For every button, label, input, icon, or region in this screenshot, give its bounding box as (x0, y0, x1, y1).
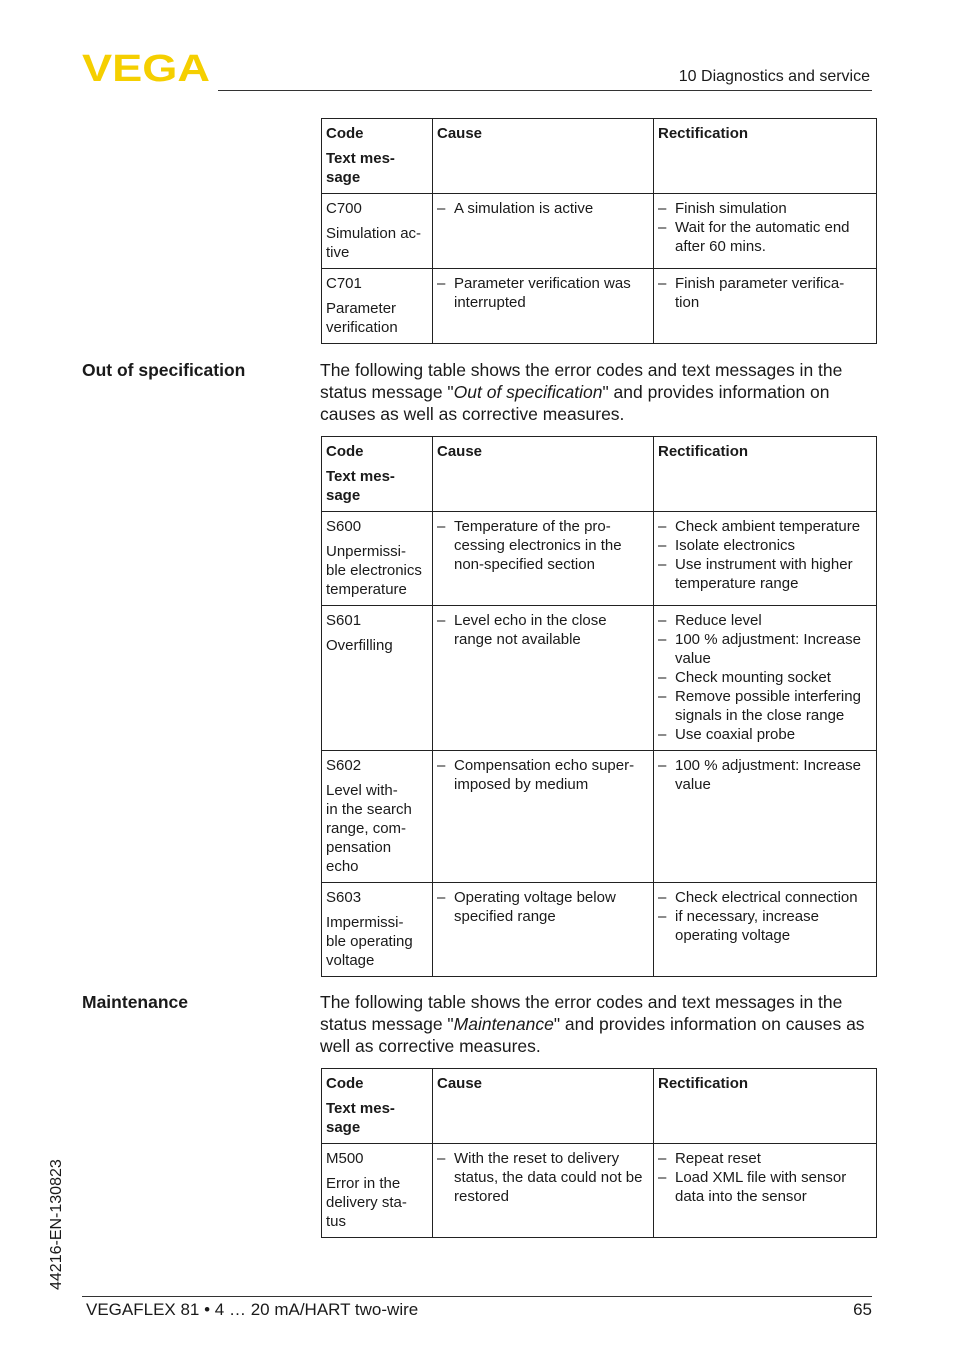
table-row (322, 751, 877, 883)
cause-list (437, 888, 649, 926)
cause-item: – Operating voltage below specified range (437, 888, 649, 926)
table-row (322, 1144, 877, 1238)
cause-list (437, 1149, 649, 1206)
code-cell (322, 269, 433, 344)
diagnostics-table-continuation (321, 118, 877, 344)
intro-text: The following table shows the error codes and text messages in the status message " (320, 360, 843, 402)
cause-item: – Level echo in the close range not available (437, 611, 649, 649)
code-cell (322, 194, 433, 269)
code-cell (322, 751, 433, 883)
header-code: Code (326, 125, 364, 142)
cause-list (437, 199, 649, 218)
rectification-list (658, 1149, 872, 1206)
header-cause: Cause (433, 119, 654, 194)
cause-item: – A simulation is active (437, 199, 649, 218)
cause-cell (433, 269, 654, 344)
rectification-cell (654, 1144, 877, 1238)
rectification-list (658, 199, 872, 256)
cause-cell (433, 1144, 654, 1238)
code-cell (322, 883, 433, 977)
rectification-item: – Wait for the automatic end after 60 mins. (658, 218, 872, 256)
code-cell (322, 512, 433, 606)
rectification-item: – Use coaxial probe (658, 725, 872, 744)
cause-item: – Parameter verification was interrupted (437, 274, 649, 312)
rectification-item: – 100 % adjustment: Increase value (658, 630, 872, 668)
error-code: C700 (326, 200, 362, 217)
rectification-item: – Finish simulation (658, 199, 872, 218)
logo-wordmark: VEGA (82, 50, 210, 84)
table-row (322, 512, 877, 606)
table-header-row (322, 1069, 877, 1144)
intro-status-name: Maintenance (453, 1014, 554, 1034)
cause-item: – With the reset to delivery status, the data could not be restored (437, 1149, 649, 1206)
vega-logo (82, 50, 212, 84)
text-message: Impermissi- ble operating voltage (326, 914, 413, 969)
cause-cell (433, 883, 654, 977)
table-row (322, 883, 877, 977)
cause-item: – Compensation echo super- imposed by medium (437, 756, 649, 794)
header-rectification: Rectification (654, 1069, 877, 1144)
rectification-list (658, 274, 872, 312)
rectification-item: – if necessary, increase operating voltage (658, 907, 872, 945)
rectification-cell (654, 606, 877, 751)
text-message: Unpermissi- ble electronics temperature (326, 543, 422, 598)
header-text-message: Text mes- sage (326, 1100, 395, 1136)
section-header: 10 Diagnostics and service (678, 68, 870, 85)
header-code: Code (326, 443, 364, 460)
cause-cell (433, 606, 654, 751)
rectification-item: – Reduce level (658, 611, 872, 630)
text-message: Level with- in the search range, com- pensation echo (326, 782, 412, 875)
error-code: S600 (326, 518, 362, 535)
header-code-cell (322, 437, 433, 512)
rectification-cell (654, 883, 877, 977)
text-message: Parameter verification (326, 300, 398, 336)
rectification-item: – Repeat reset (658, 1149, 872, 1168)
text-message: Overfilling (326, 637, 393, 654)
header-text-message: Text mes- sage (326, 468, 395, 504)
cause-cell (433, 512, 654, 606)
page-number: 65 (853, 1300, 872, 1319)
table-row (322, 194, 877, 269)
cause-list (437, 756, 649, 794)
header-code: Code (326, 1075, 364, 1092)
rectification-item: – Check ambient temperature (658, 517, 872, 536)
table-row (322, 606, 877, 751)
header-code-cell (322, 1069, 433, 1144)
rectification-list (658, 756, 872, 794)
cause-item: – Temperature of the pro- cessing electronics in the non-specified section (437, 517, 649, 574)
code-cell (322, 606, 433, 751)
cause-list (437, 274, 649, 312)
rectification-item: – Check electrical connection (658, 888, 872, 907)
cause-cell (433, 751, 654, 883)
footer-divider (82, 1296, 872, 1297)
cause-list (437, 517, 649, 574)
error-code: M500 (326, 1150, 364, 1167)
rectification-item: – Check mounting socket (658, 668, 872, 687)
rectification-item: – Use instrument with higher temperature range (658, 555, 872, 593)
code-cell (322, 1144, 433, 1238)
rectification-item: – Finish parameter verifica- tion (658, 274, 872, 312)
intro-text: The following table shows the error codes and text messages in the status message " (320, 992, 843, 1034)
out-of-spec-table (321, 436, 877, 977)
rectification-cell (654, 269, 877, 344)
rectification-item: – 100 % adjustment: Increase value (658, 756, 872, 794)
rectification-cell (654, 194, 877, 269)
header-rectification: Rectification (654, 119, 877, 194)
error-code: S601 (326, 612, 362, 629)
header-rectification: Rectification (654, 437, 877, 512)
header-cause: Cause (433, 1069, 654, 1144)
table-header-row (322, 437, 877, 512)
error-code: C701 (326, 275, 362, 292)
maintenance-intro (320, 991, 876, 1057)
rectification-cell (654, 751, 877, 883)
cause-list (437, 611, 649, 649)
header-cause: Cause (433, 437, 654, 512)
error-code: S602 (326, 757, 362, 774)
table-row (322, 269, 877, 344)
rectification-list (658, 517, 872, 593)
cause-cell (433, 194, 654, 269)
error-code: S603 (326, 889, 362, 906)
intro-text: " and provides information on causes as well as corrective measures. (320, 382, 830, 424)
out-of-spec-label: Out of specification (82, 360, 246, 380)
text-message: Error in the delivery sta- tus (326, 1175, 407, 1230)
rectification-list (658, 611, 872, 744)
rectification-list (658, 888, 872, 945)
maintenance-table (321, 1068, 877, 1238)
rectification-item: – Remove possible interfering signals in the close range (658, 687, 872, 725)
document-id: 44216-EN-130823 (48, 1159, 65, 1290)
footer-product: VEGAFLEX 81 • 4 … 20 mA/HART two-wire (86, 1300, 419, 1319)
rectification-item: – Isolate electronics (658, 536, 872, 555)
intro-text: " and provides information on causes as well as corrective measures. (320, 1014, 865, 1056)
text-message: Simulation ac- tive (326, 225, 422, 261)
table-header-row (322, 119, 877, 194)
out-of-spec-intro (320, 359, 876, 425)
header-code-cell (322, 119, 433, 194)
maintenance-label: Maintenance (82, 992, 188, 1012)
rectification-item: – Load XML file with sensor data into the sensor (658, 1168, 872, 1206)
header-text-message: Text mes- sage (326, 150, 395, 186)
rectification-cell (654, 512, 877, 606)
header-divider (218, 90, 872, 91)
intro-status-name: Out of specification (453, 382, 603, 402)
